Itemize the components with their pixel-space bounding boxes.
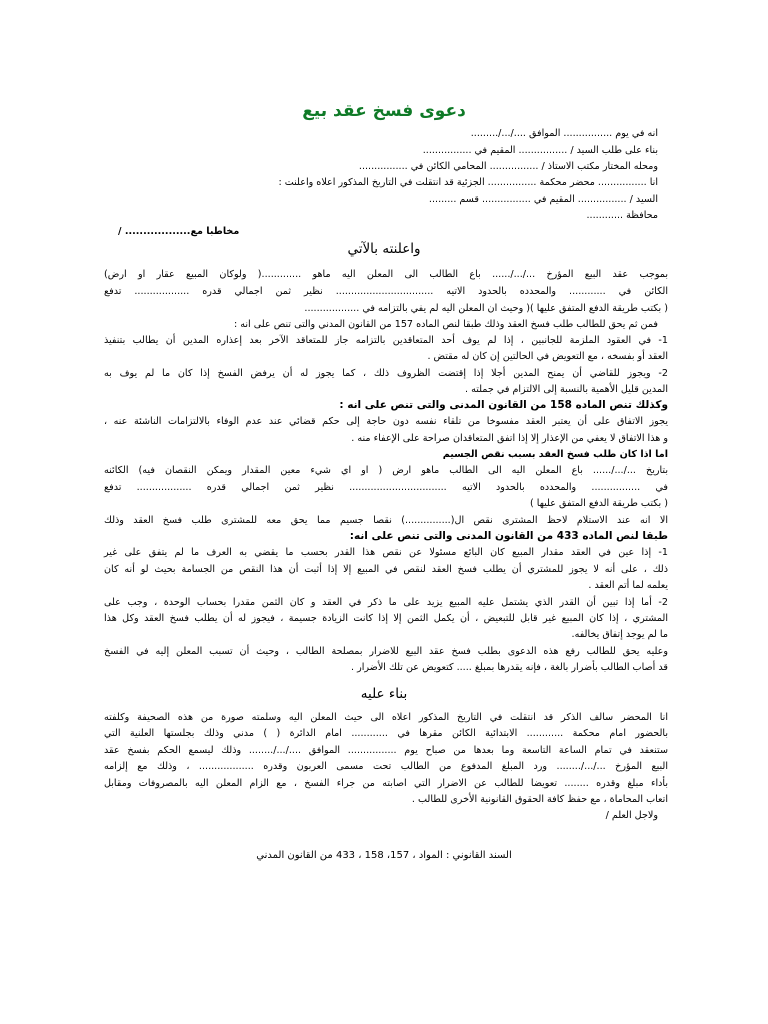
body-line: بموجب عقد البيع المؤرخ .../.../...... باع الطالب الى المعلن اليه ماهو .............( ولوكان المبيع عقار او ارض) <box>104 269 668 280</box>
therefore-line: بالحضور امام محكمة ............ الابتدائية الكائن مقرها في ............ امام الدائرة ( ) مدني وذلك بجلستها العلنية التي <box>104 728 668 739</box>
closing-line: ولاجل العلم / <box>605 810 658 821</box>
therefore-heading: بناء عليه <box>360 686 408 702</box>
header-line: انا ................ محضر محكمة ................ الجزئية قد انتقلت في التاريخ المذكور اعلاه واعلنت : <box>278 177 658 188</box>
therefore-line: البيع المؤرخ .../.../........ ورد المبلغ المدفوع من الطالب تحت مسمى العربون وقدره .................. ، وذلك مع إلزامه <box>104 761 668 772</box>
body-line: 1- في العقود الملزمة للجانبين ، إذا لم يوف أحد المتعاقدين بالتزامه جاز للمتعاقد الآخر بعد إعذاره المدين أن يطالب بتنفيذ <box>104 335 668 346</box>
header-line: بناء على طلب السيد / ................ المقيم في ................ <box>422 145 658 156</box>
shortage-line: في ................ والمحدده بالحدود الاتيه ................................ نظير ثمن اجمالي قدره .................. تدفع <box>104 482 668 493</box>
header-line: محافظة ............ <box>586 210 658 221</box>
shortage-line: الا انه عند الاستلام لاحظ المشترى نقص ال(...............) نقصا جسيم مما يحق معه للمشترى طلب فسخ العقد وذلك <box>104 515 668 526</box>
article-158-heading: وكذلك تنص الماده 158 من القانون المدنى والتى تنص على انه : <box>339 399 668 411</box>
article-433-line: 1- إذا عين في العقد مقدار المبيع كان البائع مسئولا عن نقص هذا القدر بحسب ما يقضي به العرف ما لم يتفق على غير <box>104 547 668 558</box>
document-title: دعوى فسخ عقد بيع <box>302 101 466 121</box>
body-line: الكائن في ............ والمحدده بالحدود الاتيه ................................ نظير ثمن اجمالي قدره .................. تدفع <box>104 286 668 297</box>
body-line: العقد أو بفسخه ، مع التعويض في الحالتين إن كان له مقتض . <box>427 351 668 362</box>
article-433-line: المشتري ، إذا كان المبيع غير قابل للتبعيض ، أن يكمل الثمن إلا إذا كانت الزيادة جسيمة ، فيجوز له أن يطلب فسخ العقد وكل هذا <box>104 613 668 624</box>
announce-heading: واعلنته بالآتي <box>347 241 421 257</box>
legal-basis: السند القانوني : المواد ، 157، 158 ، 433 من القانون المدني <box>256 850 512 861</box>
article-433-line: قد أصاب الطالب بأضرار بالغة ، فإنه يقدرها بمبلغ ..... كتعويض عن تلك الأضرار . <box>350 662 668 673</box>
therefore-line: اتعاب المحاماة ، مع حفظ كافة الحقوق القانونية الأخرى للطالب . <box>411 794 668 805</box>
body-line: 2- ويجوز للقاضي أن يمنح المدين أجلا إذا إقتضت الظروف ذلك ، كما يجوز له أن يرفض الفسخ إذا كان ما لم يوف به <box>104 368 668 379</box>
therefore-line: انا المحضر سالف الذكر قد انتقلت في التاريخ المذكور اعلاه الى حيث المعلن اليه وسلمته صورة من هذه الصحيفة وكلفته <box>104 712 668 723</box>
body-line: فمن ثم يحق للطالب طلب فسخ العقد وذلك طبقا لنص الماده 157 من القانون المدني والتى تنص على انه : <box>233 319 658 330</box>
article-433-line: 2- أما إذا تبين أن القدر الذي يشتمل عليه المبيع يزيد على ما ذكر في العقد و كان الثمن مقدرا بحساب الوحدة ، وجب على <box>104 597 668 608</box>
article-433-line: ذلك ، على أنه لا يجوز للمشتري أن يطلب فسخ العقد لنقص في المبيع إلا إذا أثبت أن هذا النقص من الجسامة بحيث لو أنه كان <box>104 564 668 575</box>
header-line: ومحله المختار مكتب الاستاذ / ................ المحامي الكائن في ................ <box>358 161 658 172</box>
article-158-line: يجوز الاتفاق على أن يعتبر العقد مفسوخا من تلقاء نفسه دون حاجة إلى حكم قضائي عند عدم الوفاء بالالتزامات الناشئة عنه ، <box>104 416 668 427</box>
therefore-line: بأداء مبلغ وقدره ........ تعويضا للطالب عن الاضرار التي اصابته من جراء الفسخ ، مع الزام المعلن اليه بالمصروفات ومقابل <box>104 778 668 789</box>
header-line: السيد / ................ المقيم في ................ قسم ......... <box>428 194 658 205</box>
therefore-line: ستنعقد في تمام الساعة التاسعة وما بعدها من صباح يوم ................ الموافق ..../.../........ وذلك ليسمع الحكم بفسخ عقد <box>104 745 668 756</box>
article-158-line: و هذا الاتفاق لا يعفي من الإعذار إلا إذا اتفق المتعاقدان صراحة على الإعفاء منه . <box>351 433 668 444</box>
article-433-line: ما لم يوجد إتفاق يخالفه. <box>571 629 668 640</box>
served-with-line: مخاطبا مع.................. / <box>118 226 240 237</box>
header-line: انه في يوم ................ الموافق ..../.../......... <box>470 128 658 139</box>
article-433-line: وعليه يحق للطالب رفع هذه الدعوى بطلب فسخ عقد البيع للاضرار بمصلحة الطالب ، وحيث أن تسبب المعلن إليه في الفسخ <box>104 646 668 657</box>
article-433-line: يعلمه لما أتم العقد . <box>588 580 668 591</box>
shortage-line: ( بكتب طريقة الدفع المتفق عليها ) <box>529 498 668 509</box>
article-433-heading: طبقا لنص الماده 433 من القانون المدنى والتى تنص على انه: <box>349 530 668 542</box>
body-line: ( بكتب طريقة الدفع المتفق عليها )( وحيث ان المعلن اليه لم يفي بالتزامه في .................. <box>304 303 668 314</box>
body-line: المدين قليل الأهمية بالنسبة إلى الالتزام في جملته . <box>464 384 668 395</box>
shortage-line: بتاريخ .../.../...... باع المعلن اليه الى الطالب ماهو ارض ( او اي شيء معين المقدار ويمكن النقصان فيه) الكائنه <box>104 465 668 476</box>
shortage-heading: اما اذا كان طلب فسخ العقد بسبب نقص الجسيم <box>442 449 668 460</box>
